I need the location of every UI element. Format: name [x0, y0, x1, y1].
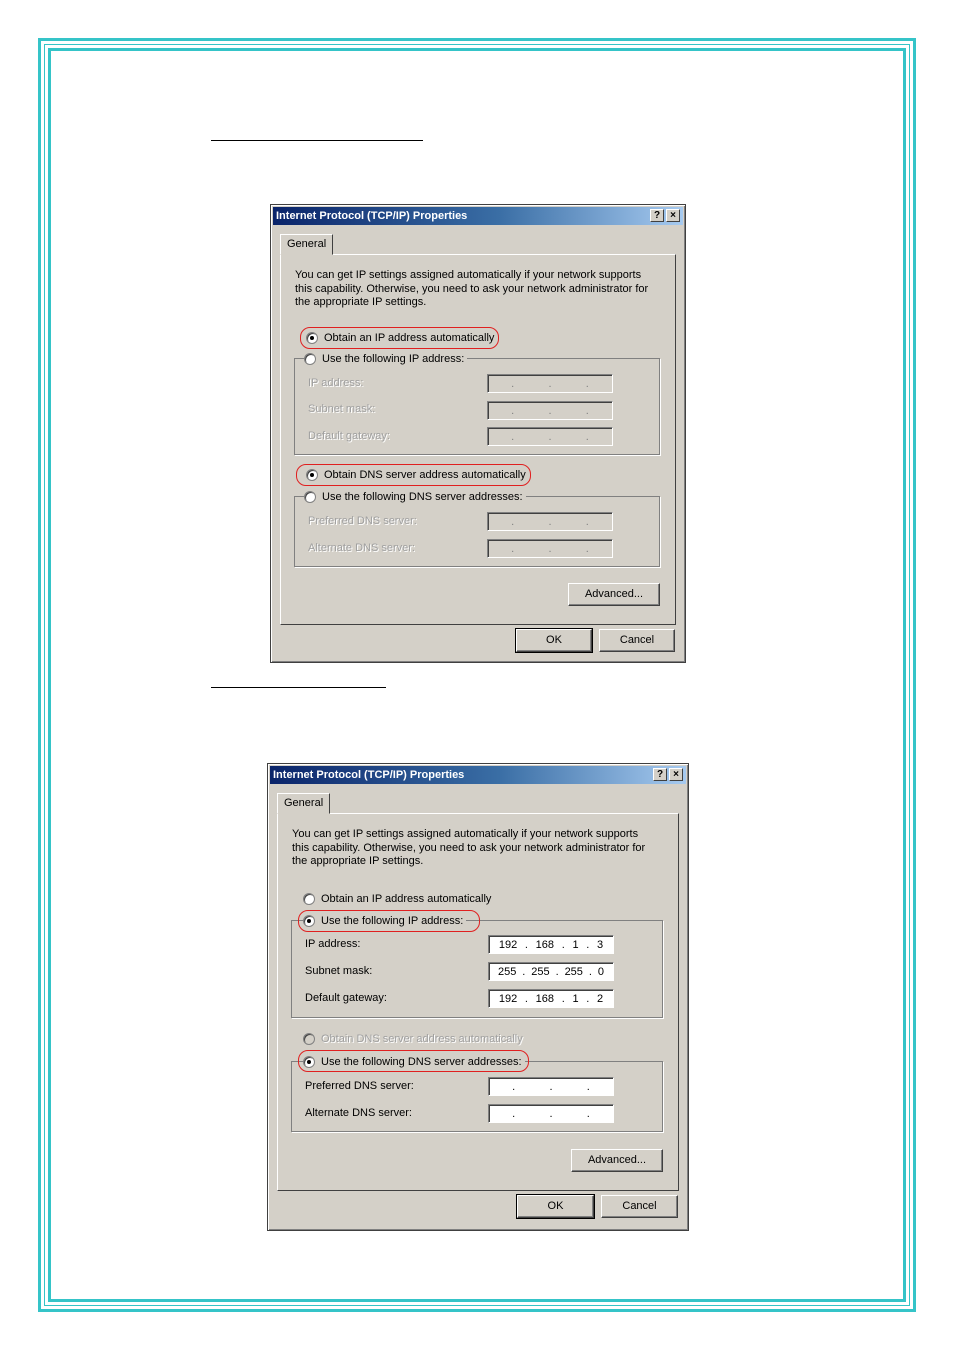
ip-octet-3: 1 — [572, 938, 579, 951]
alternate-dns-input[interactable]: . . . — [488, 1104, 614, 1123]
dialog-title: Internet Protocol (TCP/IP) Properties — [276, 210, 468, 222]
title-bar — [273, 207, 683, 225]
ok-button[interactable]: OK — [517, 1195, 594, 1218]
mask-octet-3: 255 — [564, 965, 583, 978]
default-gateway-input[interactable]: 192 . 168 . 1 . 2 — [488, 989, 614, 1008]
tcpip-dialog-static — [267, 763, 689, 1231]
radio-unselected-icon — [304, 353, 316, 365]
tcpip-dialog-automatic — [270, 204, 686, 663]
ip-address-input[interactable]: . . . — [487, 374, 613, 393]
subnet-mask-label: Subnet mask: — [305, 965, 373, 977]
advanced-button[interactable]: Advanced... — [568, 583, 660, 606]
gw-octet-1: 192 — [498, 992, 518, 1005]
dialog-title: Internet Protocol (TCP/IP) Properties — [273, 769, 465, 781]
preferred-dns-input[interactable]: . . . — [487, 512, 613, 531]
default-gateway-label: Default gateway: — [305, 992, 387, 1004]
advanced-button[interactable]: Advanced... — [571, 1149, 663, 1172]
description-text: You can get IP settings assigned automatically if your network supports this capability. Otherwise, you need to ask your network administrator for the appropriate IP settings. — [295, 269, 649, 308]
obtain-dns-radio[interactable] — [306, 467, 529, 483]
use-dns-radio[interactable] — [304, 489, 526, 505]
tab-general[interactable]: General — [280, 234, 333, 255]
mask-octet-1: 255 — [497, 965, 517, 978]
radio-selected-icon — [303, 915, 315, 927]
close-button[interactable]: × — [669, 768, 683, 781]
radio-selected-icon — [306, 332, 318, 344]
gw-octet-4: 2 — [597, 992, 604, 1005]
use-ip-radio[interactable] — [304, 351, 467, 367]
mask-octet-2: 255 — [531, 965, 550, 978]
use-ip-radio[interactable] — [303, 913, 466, 929]
gw-octet-3: 1 — [572, 992, 579, 1005]
preferred-dns-label: Preferred DNS server: — [308, 515, 417, 527]
preferred-dns-input[interactable]: . . . — [488, 1077, 614, 1096]
obtain-dns-radio[interactable] — [303, 1031, 526, 1047]
subnet-mask-input[interactable]: 255 . 255 . 255 . 0 — [488, 962, 614, 981]
radio-unselected-icon — [303, 1033, 315, 1045]
obtain-ip-radio[interactable] — [303, 891, 494, 907]
obtain-ip-radio[interactable] — [306, 330, 497, 346]
ip-address-label: IP address: — [305, 938, 361, 950]
use-dns-label: Use the following DNS server addresses: — [322, 491, 523, 503]
gw-octet-2: 168 — [535, 992, 554, 1005]
help-button[interactable]: ? — [650, 209, 664, 222]
alternate-dns-label: Alternate DNS server: — [305, 1107, 412, 1119]
use-ip-label: Use the following IP address: — [322, 353, 465, 365]
tab-general[interactable]: General — [277, 793, 330, 814]
ip-address-label: IP address: — [308, 377, 364, 389]
radio-selected-icon — [303, 1056, 315, 1068]
obtain-ip-label: Obtain an IP address automatically — [324, 332, 495, 344]
radio-unselected-icon — [303, 893, 315, 905]
cancel-button[interactable]: Cancel — [601, 1195, 678, 1218]
ip-octet-1: 192 — [498, 938, 518, 951]
default-gateway-input[interactable]: . . . — [487, 427, 613, 446]
heading-underline-2 — [211, 687, 386, 688]
heading-underline-1 — [211, 140, 423, 141]
use-dns-radio[interactable] — [303, 1054, 525, 1070]
title-bar — [270, 766, 686, 784]
default-gateway-label: Default gateway: — [308, 430, 390, 442]
subnet-mask-label: Subnet mask: — [308, 403, 376, 415]
close-button[interactable]: × — [666, 209, 680, 222]
use-ip-label: Use the following IP address: — [321, 915, 464, 927]
cancel-button[interactable]: Cancel — [599, 629, 675, 652]
subnet-mask-input[interactable]: . . . — [487, 401, 613, 420]
mask-octet-4: 0 — [597, 965, 604, 978]
alternate-dns-input[interactable]: . . . — [487, 539, 613, 558]
ip-octet-4: 3 — [597, 938, 604, 951]
use-dns-label: Use the following DNS server addresses: — [321, 1056, 522, 1068]
radio-unselected-icon — [304, 491, 316, 503]
obtain-ip-label: Obtain an IP address automatically — [321, 893, 492, 905]
description-text: You can get IP settings assigned automatically if your network supports this capability. Otherwise, you need to ask your network administrator for the appropriate IP settings. — [292, 828, 646, 867]
help-button[interactable]: ? — [653, 768, 667, 781]
ip-octet-2: 168 — [535, 938, 554, 951]
ip-address-input[interactable]: 192 . 168 . 1 . 3 — [488, 935, 614, 954]
obtain-dns-label: Obtain DNS server address automatically — [321, 1033, 523, 1045]
ok-button[interactable]: OK — [516, 629, 592, 652]
alternate-dns-label: Alternate DNS server: — [308, 542, 415, 554]
radio-selected-icon — [306, 469, 318, 481]
preferred-dns-label: Preferred DNS server: — [305, 1080, 414, 1092]
obtain-dns-label: Obtain DNS server address automatically — [324, 469, 526, 481]
